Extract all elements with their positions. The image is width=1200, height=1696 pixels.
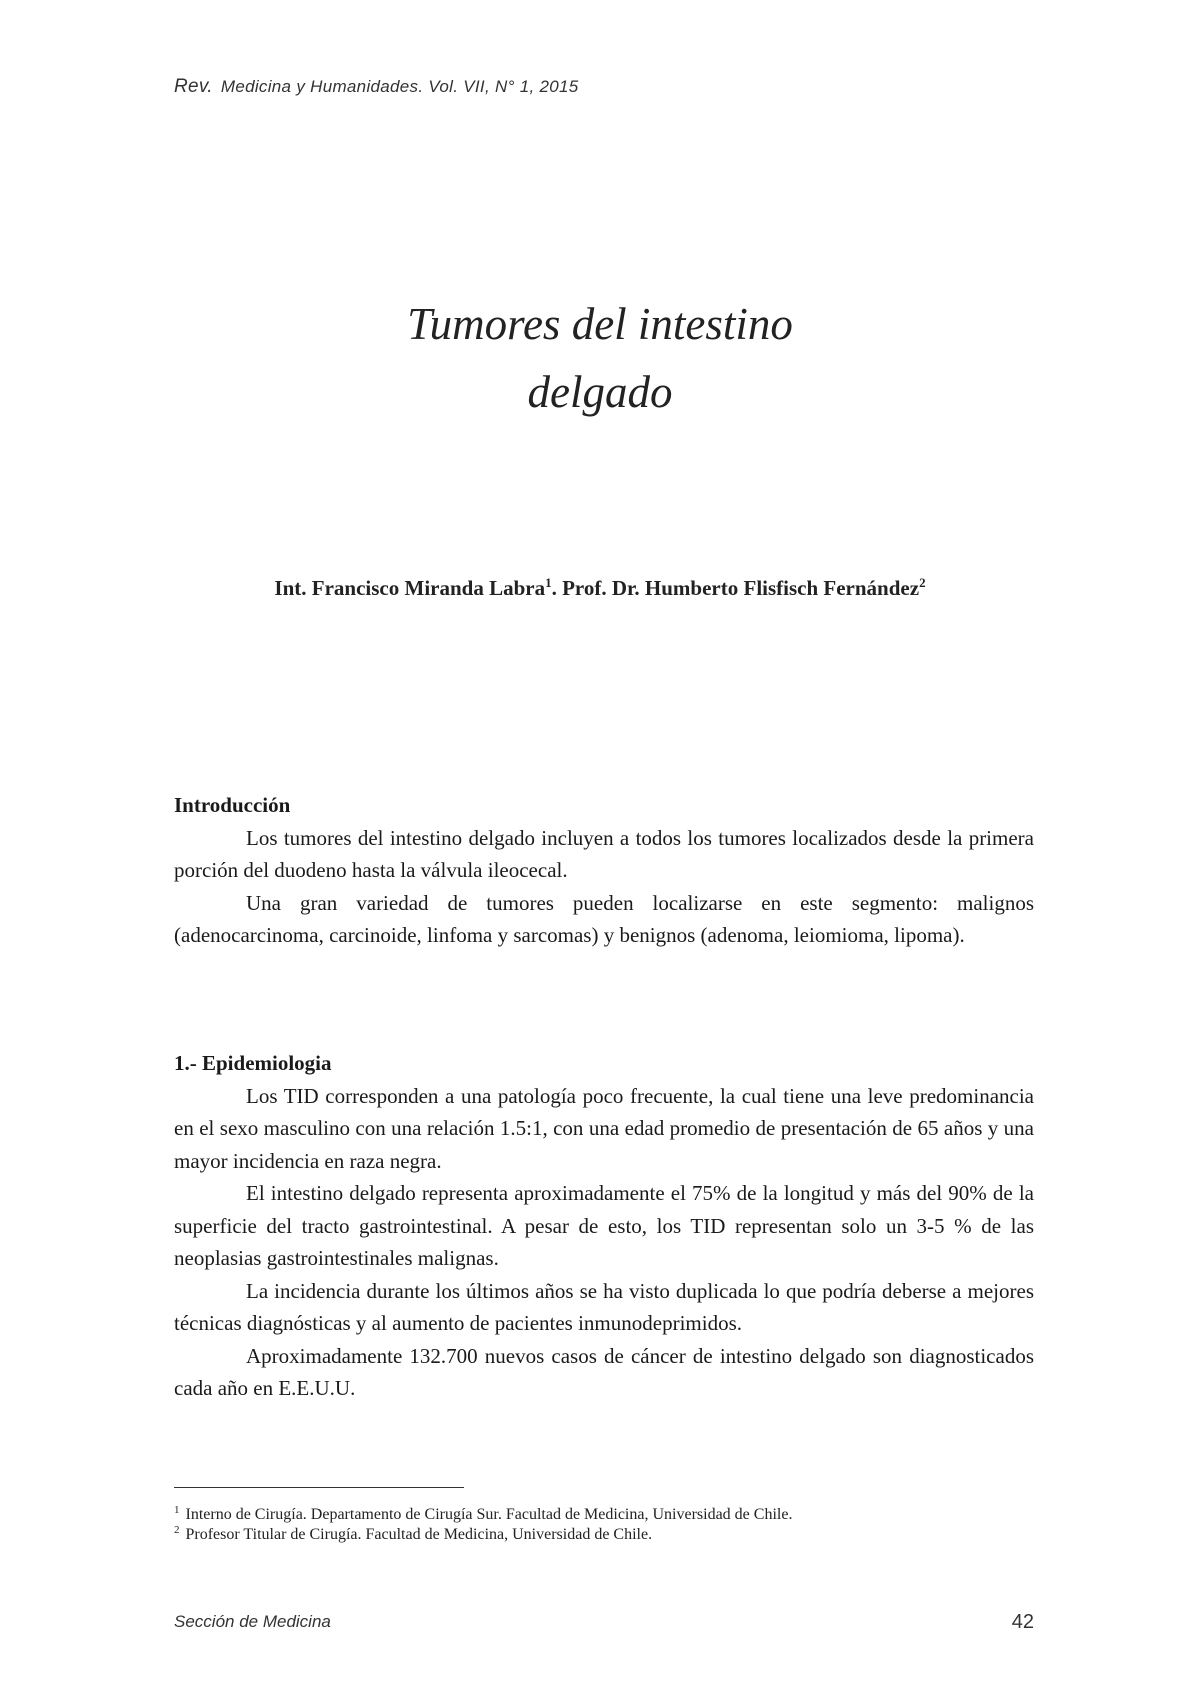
- author-1: Int. Francisco Miranda Labra: [274, 576, 546, 600]
- paragraph: La incidencia durante los últimos años se ha visto duplicada lo que podría deberse a mejores técnicas diagnósticas y al aumento de pacientes inmunodeprimidos.: [174, 1278, 1034, 1335]
- running-header-rev: Rev.: [174, 76, 213, 97]
- author-line: [0, 576, 1200, 601]
- paragraph: Los tumores del intestino delgado incluyen a todos los tumores localizados desde la primera porción del duodeno hasta la válvula ileocecal.: [174, 825, 1034, 882]
- section-heading: 1.- Epidemiologia: [174, 1051, 332, 1075]
- footnote-text: Profesor Titular de Cirugía. Facultad de Medicina, Universidad de Chile.: [185, 1526, 653, 1543]
- footnote-divider: [174, 1487, 464, 1488]
- article-title-line-1: Tumores del intestino: [407, 299, 793, 349]
- footnote-2: [174, 1525, 1054, 1545]
- section-introduction: [174, 789, 1034, 952]
- article-title: [0, 290, 1200, 426]
- author-2-footnote-mark: 2: [919, 575, 926, 590]
- footnote-text: Interno de Cirugía. Departamento de Cirugía Sur. Facultad de Medicina, Universidad de Chile.: [185, 1506, 793, 1523]
- running-footer-section: Sección de Medicina: [174, 1612, 331, 1631]
- author-separator: .: [551, 576, 563, 600]
- section-heading: Introducción: [174, 793, 291, 817]
- footnote-mark: 1: [174, 1504, 180, 1516]
- footnotes: [174, 1505, 1054, 1545]
- section-epidemiology: [174, 1047, 1034, 1405]
- paragraph: Los TID corresponden a una patología poco frecuente, la cual tiene una leve predominancia en el sexo masculino con una relación 1.5:1, con una edad promedio de presentación de 65 años y una mayor incidencia en raza negra.: [174, 1083, 1034, 1173]
- paragraph: El intestino delgado representa aproximadamente el 75% de la longitud y más del 90% de la superficie del tracto gastrointestinal. A pesar de esto, los TID representan solo un 3-5 % de las neoplasias gastrointestinales malignas.: [174, 1181, 1034, 1270]
- author-1-footnote-mark: 1: [545, 575, 552, 590]
- running-header-journal: Medicina y Humanidades. Vol. VII, N° 1, 2015: [220, 77, 579, 96]
- page-number: 42: [1011, 1611, 1034, 1633]
- article-title-line-2: delgado: [527, 367, 673, 417]
- paragraph: Una gran variedad de tumores pueden localizarse en este segmento: malignos (adenocarcinoma, carcinoide, linfoma y sarcomas) y benignos (adenoma, leiomioma, lipoma).: [174, 890, 1034, 947]
- running-header: [174, 76, 579, 98]
- author-2: Prof. Dr. Humberto Flisfisch Fernández: [562, 576, 920, 600]
- footnote-1: [174, 1505, 1054, 1525]
- paragraph: Aproximadamente 132.700 nuevos casos de cáncer de intestino delgado son diagnosticados cada año en E.E.U.U.: [174, 1343, 1034, 1400]
- footnote-mark: 2: [174, 1524, 180, 1536]
